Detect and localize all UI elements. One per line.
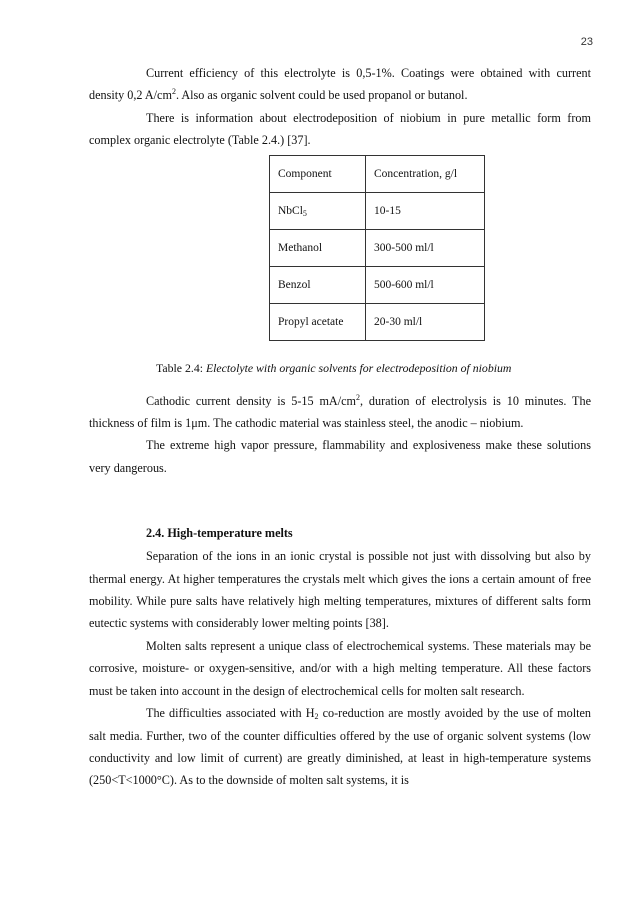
paragraph-ion-separation: Separation of the ions in an ionic crystal is possible not just with dissolving but also by thermal energy. At higher temperatures the crystals melt which gives the ions a certain amount of free mobility. While pure salts have relatively high melting temperatures, mixtures of different salts form eutectic systems with considerably lower melting points [38]. (89, 549, 591, 631)
table-cell-component: NbCl$_5$ (270, 192, 366, 229)
table-cell-concentration: 300-500 ml/l (366, 229, 485, 266)
table-header-row (270, 155, 485, 192)
table-row (270, 303, 485, 340)
table-cell-component: Methanol (270, 229, 366, 266)
paragraph-vapor-pressure: The extreme high vapor pressure, flammability and explosiveness make these solutions very dangerous. (89, 438, 591, 475)
page-number: 23 (580, 36, 593, 48)
caption-text: Electolyte with organic solvents for electrodeposition of niobium (205, 360, 512, 375)
paragraph-h2-reduction (89, 702, 591, 792)
table-cell-concentration: 10-15 (366, 192, 485, 229)
table-cell-component: Benzol (270, 266, 366, 303)
section-heading: 2.4. High-temperature melts (146, 526, 293, 541)
paragraph-text: Current efficiency of this electrolyte is 0,5-1%. Coatings were obtained with current density 0,2 A/cm (89, 66, 591, 103)
paragraph-molten-salts: Molten salts represent a unique class of electrochemical systems. These materials may be corrosive, moisture- or oxygen-sensitive, and/or with a high melting temperature. All these factors must be taken into account in the design of electrochemical cells for molten salt research. (89, 638, 591, 698)
table-cell-concentration: 20-30 ml/l (366, 303, 485, 340)
superscript: 2 (171, 87, 176, 97)
paragraph-cathodic-density (89, 390, 591, 435)
table-row (270, 266, 485, 303)
table-cell-concentration: 500-600 ml/l (366, 266, 485, 303)
paragraph-current-efficiency (89, 62, 591, 107)
table-header-component: Component (270, 155, 366, 192)
electrolyte-table (269, 155, 485, 341)
paragraph-text: , duration of electrolysis is 10 minutes. The thickness of film is 1μm. The cathodic material was stainless steel, the anodic – niobium. (89, 393, 591, 431)
paragraph-electrodeposition-info: There is information about electrodeposition of niobium in pure metallic form from complex organic electrolyte (Table 2.4.) [37]. (89, 110, 591, 148)
caption-label: Table 2.4: (156, 360, 206, 375)
paragraph-text: Cathodic current density is 5-15 mA/cm (146, 393, 357, 408)
subscript: 2 (314, 712, 319, 722)
table-cell-component: Propyl acetate (270, 303, 366, 340)
table-header-concentration: Concentration, g/l (366, 155, 485, 192)
table-row (270, 192, 485, 229)
table-caption (156, 358, 591, 378)
paragraph-text: The difficulties associated with H (146, 706, 315, 721)
table-row (270, 229, 485, 266)
paragraph-text: . Also as organic solvent could be used propanol or butanol. (175, 88, 468, 103)
page-body (89, 62, 591, 792)
paragraph-text: co-reduction are mostly avoided by the use of molten salt media. Further, two of the counter difficulties offered by the use of organic solvent systems (low conductivity and low limit of current) are greatly diminished, at least in high-temperature systems (250<T<1000°C). As to the downside of molten salt systems, it is (89, 706, 591, 788)
superscript: 2 (356, 392, 361, 402)
